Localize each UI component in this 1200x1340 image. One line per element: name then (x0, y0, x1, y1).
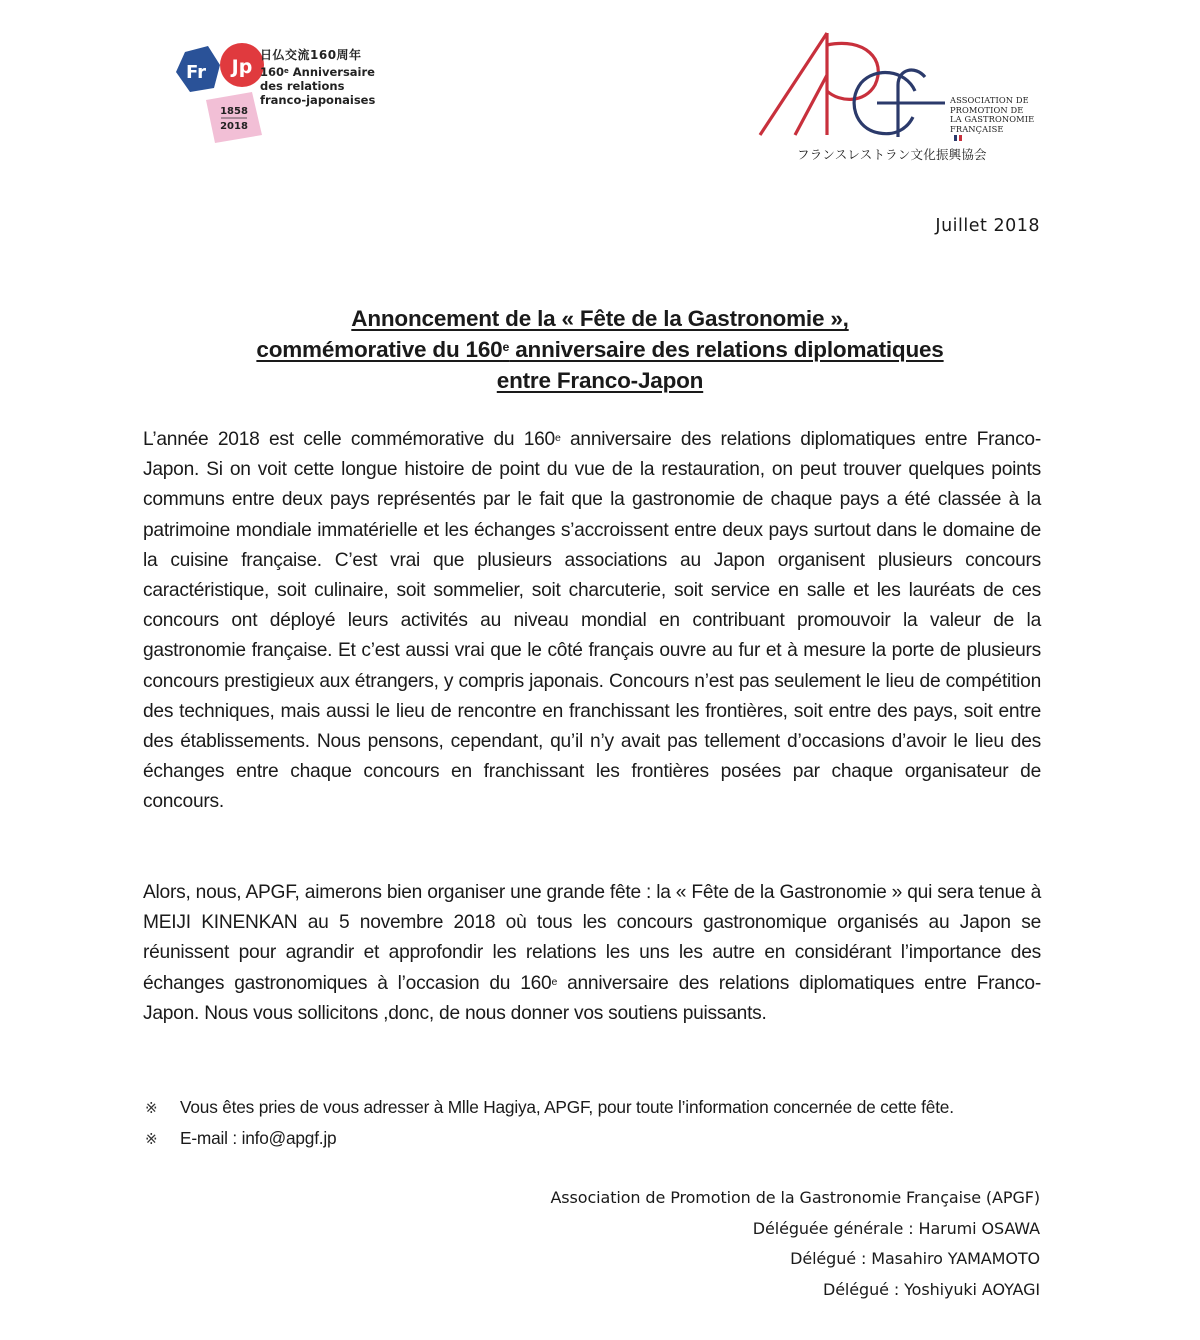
document-date: Juillet 2018 (935, 216, 1040, 236)
paragraph-1: L’année 2018 est celle commémorative du 160e anniversaire des relations diplomatiques entre Franco-Japon. Si on voit cette longue histoire de point du vue de la restauration, on peut trouver quelques points communs entre deux pays représentés par le fait que la gastronomie de chaque pays a été classée à la patrimoine mondiale immatérielle et les échanges s’accroissent entre deux pays surtout dans le domaine de la cuisine française. C’est vrai que plusieurs associations au Japon organisent plusieurs concours caractéristique, soit culinaire, soit sommelier, soit charcuterie, soit service en salle et les lauréats de ces concours ont déployé leurs activités au niveau mondial en contribuant promouvoir la valeur de la gastronomie française. Et c’est aussi vrai que le côté français ouvre au fur et à mesure la porte de plusieurs concours prestigieux aux étrangers, y compris japonais. Concours n’est pas seulement le lieu de compétition des techniques, mais aussi le lieu de rencontre en franchissant les frontières, soit entre des pays, soit entre des établissements. Nous pensons, cependant, qu’il n’y avait pas tellement d’occasions d’avoir le lieu des échanges entre chaque concours en franchissant les frontières posées par chaque organisateur de concours. (143, 429, 1041, 813)
signature-block (550, 1183, 1040, 1305)
title-line-2: commémorative du 160e anniversaire des relations diplomatiques (256, 337, 944, 362)
note-email: ※ E-mail : info@apgf.jp (145, 1123, 954, 1154)
caption-line-1: 160e Anniversaire (260, 65, 375, 79)
page-title (100, 303, 1100, 396)
svg-text:Fr: Fr (185, 62, 207, 83)
caption-line-2: des relations (260, 79, 345, 93)
signature-delegate-1: Délégué : Masahiro YAMAMOTO (790, 1249, 1040, 1268)
title-line-3: entre Franco-Japon (496, 368, 704, 393)
paragraph-2: Alors, nous, APGF, aimerons bien organiser une grande fête : la « Fête de la Gastronomie » qui sera tenue à MEIJI KINENKAN au 5 novembre 2018 où tous les concours gastronomique organisés au Japon se réunissent pour agrandir et approfondir les relations les uns les autre en considérant l’importance des échanges gastronomiques à l’occasion du 160e anniversaire des relations diplomatiques entre Franco-Japon. Nous vous sollicitons ,donc, de nous donner vos soutiens puissants. (143, 882, 1041, 1024)
apgf-japanese-name: フランスレストラン文化振興協会 (797, 147, 987, 162)
note-contact: ※ Vous êtes pries de vous adresser à Mlle Hagiya, APGF, pour toute l’information concernée de cette fête. (145, 1092, 954, 1123)
notes-list (145, 1092, 954, 1154)
anniversary-160-logo (170, 40, 420, 145)
apgf-full-name: ASSOCIATION DE PROMOTION DE LA GASTRONOMIE FRANÇAISE (950, 96, 1034, 144)
caption-japanese: 日仏交流160周年 (260, 48, 362, 62)
reference-mark-icon: ※ (145, 1130, 158, 1148)
reference-mark-icon: ※ (145, 1099, 158, 1117)
signature-organization: Association de Promotion de la Gastronomie Française (APGF) (550, 1188, 1040, 1207)
svg-text:Jp: Jp (231, 56, 253, 78)
apgf-logo (755, 25, 1045, 170)
svg-text:1858: 1858 (220, 106, 248, 117)
fr-jp-emblem-icon (170, 40, 270, 145)
svg-text:2018: 2018 (220, 121, 248, 132)
anniversary-caption (260, 48, 375, 107)
signature-delegate-general: Déléguée générale : Harumi OSAWA (752, 1218, 1040, 1238)
french-flag-icon (954, 134, 1034, 144)
title-line-1: Annoncement de la « Fête de la Gastronomie », (351, 306, 849, 331)
caption-line-3: franco-japonaises (260, 93, 376, 107)
signature-delegate-2: Délégué : Yoshiyuki AOYAGI (822, 1279, 1040, 1299)
apgf-monogram-icon (755, 25, 955, 145)
